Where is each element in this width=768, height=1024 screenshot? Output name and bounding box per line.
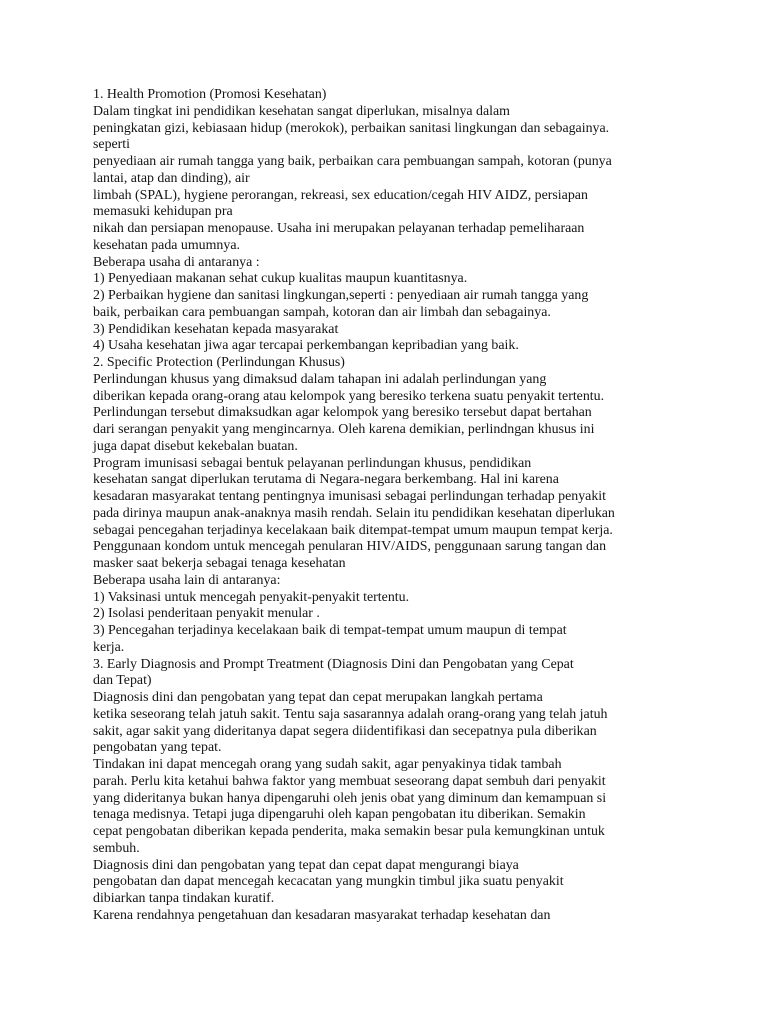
text-line: Perlindungan tersebut dimaksudkan agar kelompok yang beresiko tersebut dapat bertahan [93,405,592,421]
text-line: ketika seseorang telah jatuh sakit. Tentu saja sasarannya adalah orang-orang yang telah jatuh [93,706,608,722]
text-line: Beberapa usaha lain di antaranya: [93,572,281,588]
text-line: dan Tepat) [93,673,152,689]
text-line: 2. Specific Protection (Perlindungan Khusus) [93,355,345,370]
text-line: Diagnosis dini dan pengobatan yang tepat dan cepat merupakan langkah pertama [93,690,543,705]
text-line: Beberapa usaha di antaranya : [93,254,260,270]
text-line: Tindakan ini dapat mencegah orang yang sudah sakit, agar penyakinya tidak tambah [93,757,562,772]
text-line: Diagnosis dini dan pengobatan yang tepat dan cepat dapat mengurangi biaya [93,857,519,873]
text-line: seperti [93,137,131,153]
text-line: kerja. [93,639,125,655]
text-line: kesehatan sangat diperlukan terutama di Negara-negara berkembang. Hal ini karena [93,472,559,488]
text-line: Karena rendahnya pengetahuan dan kesadaran masyarakat terhadap kesehatan dan [93,907,551,923]
text-line: sebagai pencegahan terjadinya kecelakaan baik ditempat-tempat umum maupun tempat kerja. [93,522,613,538]
text-line: penyediaan air rumah tangga yang baik, perbaikan cara pembuangan sampah, kotoran (punya [93,154,612,169]
text-line: kesehatan pada umumnya. [93,237,240,253]
document-body [93,87,685,925]
text-line: pengobatan yang tepat. [93,740,222,756]
text-line: nikah dan persiapan menopause. Usaha ini merupakan pelayanan terhadap pemeliharaan [93,221,585,236]
text-line: baik, perbaikan cara pembuangan sampah, kotoran dan air limbah dan sebagainya. [93,304,551,320]
text-line: memasuki kehidupan pra [93,204,233,220]
text-line: kesadaran masyarakat tentang pentingnya imunisasi sebagai perlindungan terhadap penyakit [93,489,607,504]
text-line: 3) Pencegahan terjadinya kecelakaan baik di tempat-tempat umum maupun di tempat [93,623,567,638]
text-line: yang dideritanya bukan hanya dipengaruhi oleh jenis obat yang diminum dan kemampuan si [93,790,607,806]
text-line: 3) Pendidikan kesehatan kepada masyarakat [93,321,339,337]
text-line: 4) Usaha kesehatan jiwa agar tercapai perkembangan kepribadian yang baik. [93,338,519,354]
text-line: pengobatan dan dapat mencegah kecacatan yang mungkin timbul jika suatu penyakit [93,874,564,890]
text-line: tenaga medisnya. Tetapi juga dipengaruhi oleh kapan pengobatan itu diberikan. Semakin [93,807,586,823]
text-line: parah. Perlu kita ketahui bahwa faktor yang membuat seseorang dapat sembuh dari penyakit [93,773,606,789]
text-line: limbah (SPAL), hygiene perorangan, rekreasi, sex education/cegah HIV AIDZ, persiapan [93,187,588,203]
text-line: dibiarkan tanpa tindakan kuratif. [93,891,275,906]
text-line: dari serangan penyakit yang mengincarnya. Oleh karena demikian, perlindngan khusus ini [93,422,595,437]
text-line: sakit, agar sakit yang dideritanya dapat segera diidentifikasi dan secepatnya pula diberikan [93,723,597,739]
text-line: cepat pengobatan diberikan kepada penderita, maka semakin besar pula kemungkinan untuk [93,824,605,839]
text-line: Dalam tingkat ini pendidikan kesehatan sangat diperlukan, misalnya dalam [93,103,510,119]
text-line: juga dapat disebut kekebalan buatan. [93,438,298,454]
text-line: peningkatan gizi, kebiasaan hidup (merokok), perbaikan sanitasi lingkungan dan sebagainya. [93,120,610,136]
text-line: Penggunaan kondom untuk mencegah penularan HIV/AIDS, penggunaan sarung tangan dan [93,539,607,555]
text-line: Perlindungan khusus yang dimaksud dalam tahapan ini adalah perlindungan yang [93,371,547,387]
text-line: 1) Vaksinasi untuk mencegah penyakit-penyakit tertentu. [93,589,410,605]
text-line: 1) Penyediaan makanan sehat cukup kualitas maupun kuantitasnya. [93,271,468,287]
text-line: sembuh. [93,840,140,856]
text-line: diberikan kepada orang-orang atau kelompok yang beresiko terkena suatu penyakit tertentu. [93,388,605,404]
text-line: 3. Early Diagnosis and Prompt Treatment (Diagnosis Dini dan Pengobatan yang Cepat [93,656,574,672]
text-line: Program imunisasi sebagai bentuk pelayanan perlindungan khusus, pendidikan [93,455,532,471]
text-line: 2) Isolasi penderitaan penyakit menular . [93,606,320,622]
text-line: 1. Health Promotion (Promosi Kesehatan) [93,87,327,102]
text-line: lantai, atap dan dinding), air [93,170,250,186]
text-line: pada dirinya maupun anak-anaknya masih rendah. Selain itu pendidikan kesehatan diperlukan [93,505,615,521]
text-line: 2) Perbaikan hygiene dan sanitasi lingkungan,seperti : penyediaan air rumah tangga yang [93,288,589,303]
text-line: masker saat bekerja sebagai tenaga kesehatan [93,556,346,571]
